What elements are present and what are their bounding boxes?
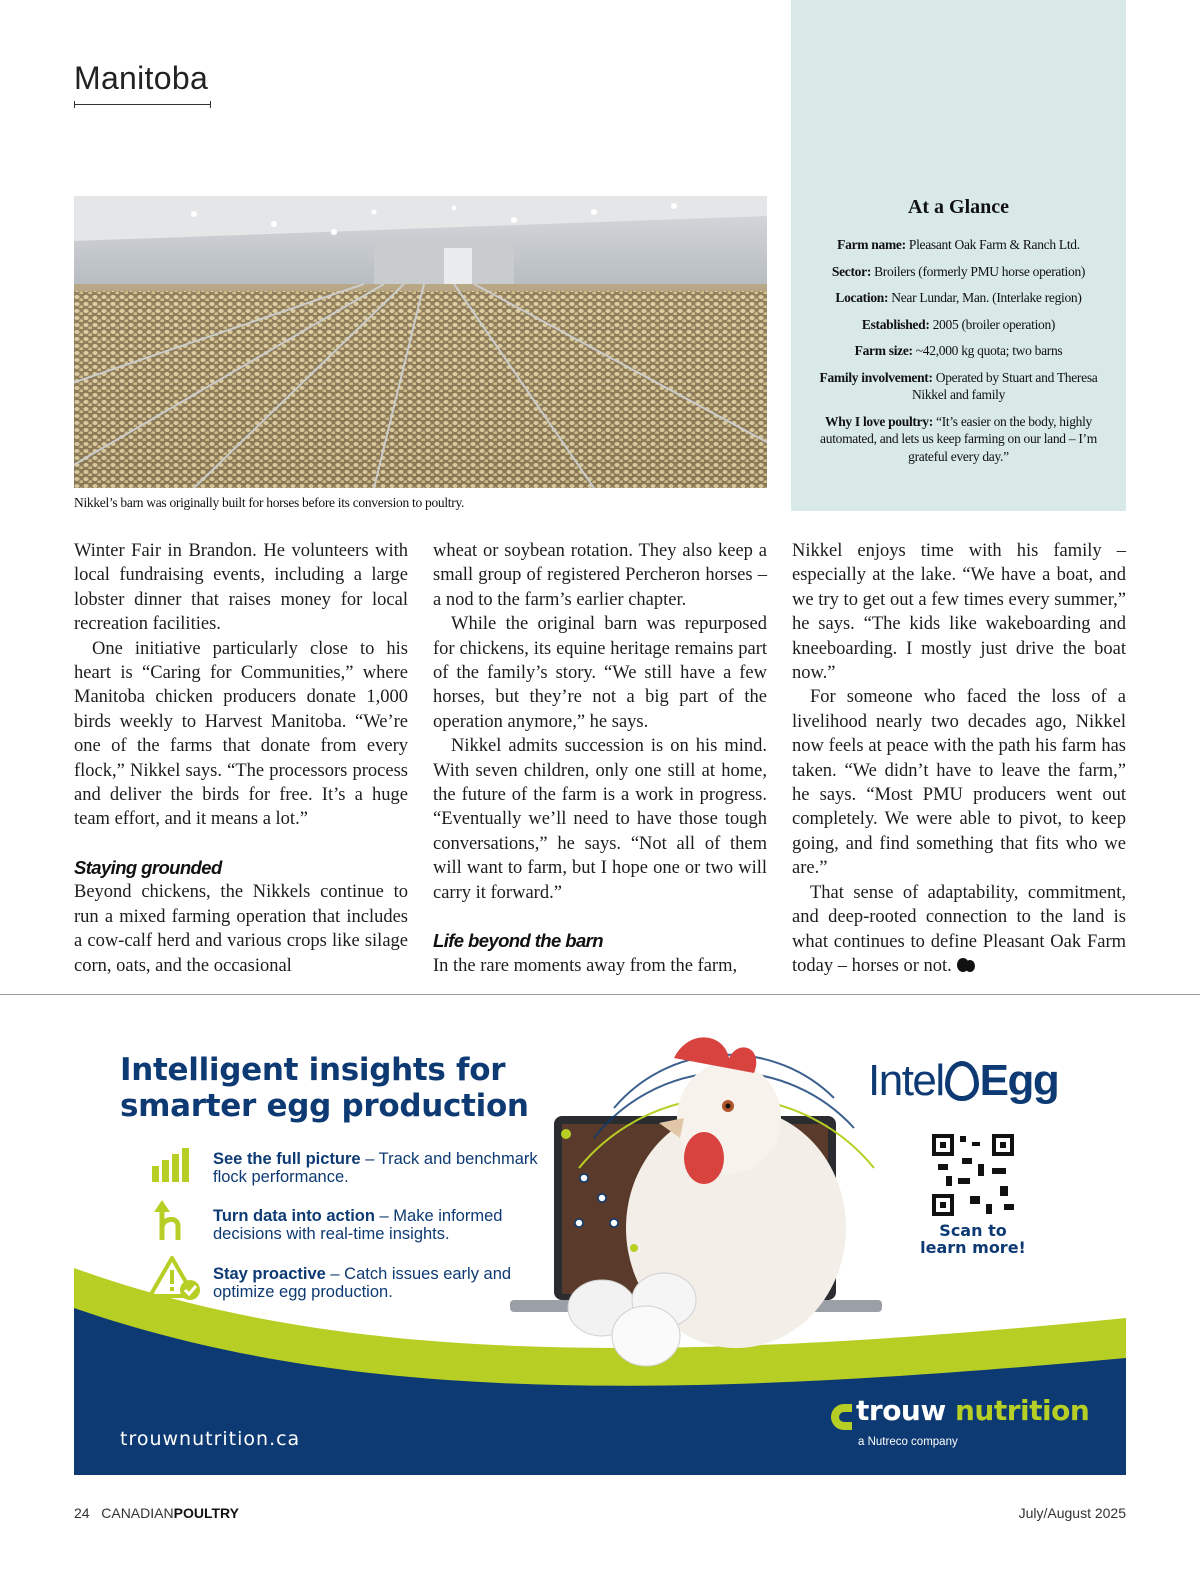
sidebar-item-label: Location: xyxy=(835,290,889,305)
subheading: Life beyond the barn xyxy=(433,930,603,952)
barn-illustration xyxy=(74,196,767,488)
ad-feature xyxy=(213,1150,543,1186)
sidebar-item xyxy=(811,289,1106,307)
logo-text: Intel xyxy=(868,1056,944,1105)
sidebar-item-label: Family involvement: xyxy=(819,369,933,385)
advertisement[interactable] xyxy=(74,1018,1126,1475)
sidebar-item xyxy=(811,369,1106,404)
scan-line: learn more! xyxy=(920,1238,1026,1257)
sidebar-item-value: Near Lundar, Man. (Interlake region) xyxy=(888,290,1082,305)
ad-headline-line: smarter egg production xyxy=(120,1088,529,1124)
paragraph-text: That sense of adaptability, commitment, and deep-rooted connection to the land is what continues to define Pleasant Oak Farm today – horses or not. xyxy=(792,882,1126,976)
article-column-1 xyxy=(74,539,408,978)
scan-prompt xyxy=(910,1222,1036,1256)
article-column-3 xyxy=(792,539,1126,978)
barn-photo xyxy=(74,196,767,488)
ad-feature-title: Stay proactive xyxy=(213,1265,326,1283)
ad-feature-text: – Make informed decisions with real-time insights. xyxy=(213,1207,503,1243)
sidebar-title: At a Glance xyxy=(907,196,1010,218)
section-rule xyxy=(74,104,211,105)
turn-arrow-icon xyxy=(148,1198,192,1242)
paragraph: Nikkel enjoys time with his family – especially at the lake. “We have a boat, and we try to get out a few times every summer,” he says. “The kids like wakeboarding and kneeboarding. I mostly just drive the boat now.” xyxy=(792,541,1126,684)
intelegg-logo xyxy=(868,1056,1058,1106)
sidebar-list xyxy=(811,236,1106,474)
warning-check-icon xyxy=(148,1254,202,1302)
brand-subtitle: a Nutreco company xyxy=(858,1436,958,1448)
subheading: Staying grounded xyxy=(74,856,222,878)
ad-feature-text: – Track and benchmark flock performance. xyxy=(213,1150,538,1186)
ad-divider xyxy=(0,994,1200,995)
brand-text: trouw xyxy=(856,1394,946,1427)
section-label: Manitoba xyxy=(74,60,209,96)
bar-chart-icon xyxy=(148,1144,192,1188)
publication-name: CANADIAN xyxy=(101,1505,174,1521)
ad-headline xyxy=(120,1052,529,1124)
paragraph: While the original barn was repurposed for chickens, its equine heritage remains part of the family’s story. “We still have a few horses, but they’re not a big part of the operation anymore,” he says. xyxy=(433,614,767,732)
article-column-2 xyxy=(433,539,767,978)
ad-feature-text: – Catch issues early and optimize egg production. xyxy=(213,1265,512,1301)
sidebar-item-value: 2005 (broiler operation) xyxy=(929,316,1056,332)
ad-feature xyxy=(213,1207,543,1243)
paragraph: For someone who faced the loss of a livelihood nearly two decades ago, Nikkel now feels at peace with the path his farm has taken. “We didn’t have to leave the farm,” he says. “Most PMU producers went out completely. We were able to pivot, to keep going, and find something that fits who we are.” xyxy=(792,687,1126,879)
ad-feature-title: Turn data into action xyxy=(213,1207,375,1225)
footer-issue: July/August 2025 xyxy=(1018,1505,1126,1521)
sidebar-item xyxy=(811,263,1106,281)
ad-feature-title: See the full picture xyxy=(213,1150,361,1168)
sidebar-item xyxy=(811,316,1106,334)
sidebar-item-value: Operated by Stuart and Theresa Nikkel and family xyxy=(911,369,1098,402)
ad-url-link[interactable]: trouwnutrition.ca xyxy=(120,1428,301,1450)
paragraph: Winter Fair in Brandon. He volunteers with local fundraising events, including a large lobster dinner that raises money for local recreation facilities. xyxy=(74,541,408,635)
paragraph: In the rare moments away from the farm, xyxy=(433,955,738,976)
sidebar-item-value: Broilers (formerly PMU horse operation) xyxy=(871,263,1086,279)
end-mark-icon xyxy=(956,957,976,973)
ad-feature xyxy=(213,1265,543,1301)
paragraph: Beyond chickens, the Nikkels continue to run a mixed farming operation that includes a cow-calf herd and various crops like silage corn, oats, and the occasional xyxy=(74,882,408,976)
at-a-glance-sidebar xyxy=(791,0,1126,511)
sidebar-item-label: Established: xyxy=(861,316,930,332)
sidebar-item-label: Farm size: xyxy=(854,343,913,358)
sidebar-item-value: Pleasant Oak Farm & Ranch Ltd. xyxy=(905,237,1080,252)
paragraph: Nikkel admits succession is on his mind. With seven children, only one still at home, the future of the farm is a work in progress. “Eventually we’ll need to have those tough conversations,” he says. “Not all of them will want to farm, but I hope one or two will carry it forward.” xyxy=(433,736,767,903)
logo-text: Egg xyxy=(979,1056,1059,1105)
sidebar-item-label: Farm name: xyxy=(837,237,906,252)
trouw-nutrition-logo xyxy=(856,1394,1089,1427)
sidebar-item-label: Why I love poultry: xyxy=(825,413,933,429)
brand-text: nutrition xyxy=(945,1394,1090,1427)
publication-name-bold: POULTRY xyxy=(173,1505,239,1521)
photo-caption: Nikkel’s barn was originally built for horses before its conversion to poultry. xyxy=(74,495,465,510)
scan-line: Scan to xyxy=(939,1221,1007,1240)
footer-left xyxy=(74,1505,239,1521)
sidebar-item xyxy=(811,342,1106,360)
ad-headline-line: Intelligent insights for xyxy=(120,1052,506,1088)
sidebar-item-value: “It’s easier on the body, highly automated, and lets us keep farming on our land – I’m grateful every day.” xyxy=(820,413,1097,464)
page-number: 24 xyxy=(74,1505,90,1521)
sidebar-item xyxy=(811,413,1106,466)
paragraph: One initiative particularly close to his heart is “Caring for Communities,” where Manitoba chicken producers donate 1,000 birds weekly to Harvest Manitoba. “We’re one of the farms that donate from every flock,” Nikkel says. “The processors process and deliver the birds for free. It’s a huge team effort, and it means a lot.” xyxy=(74,638,408,830)
paragraph: wheat or soybean rotation. They also keep a small group of registered Percheron horses – a nod to the farm’s earlier chapter. xyxy=(433,541,767,610)
sidebar-item xyxy=(811,236,1106,254)
sidebar-item-label: Sector: xyxy=(831,263,872,279)
sidebar-item-value: ~42,000 kg quota; two barns xyxy=(912,343,1063,358)
paragraph xyxy=(792,881,1126,979)
